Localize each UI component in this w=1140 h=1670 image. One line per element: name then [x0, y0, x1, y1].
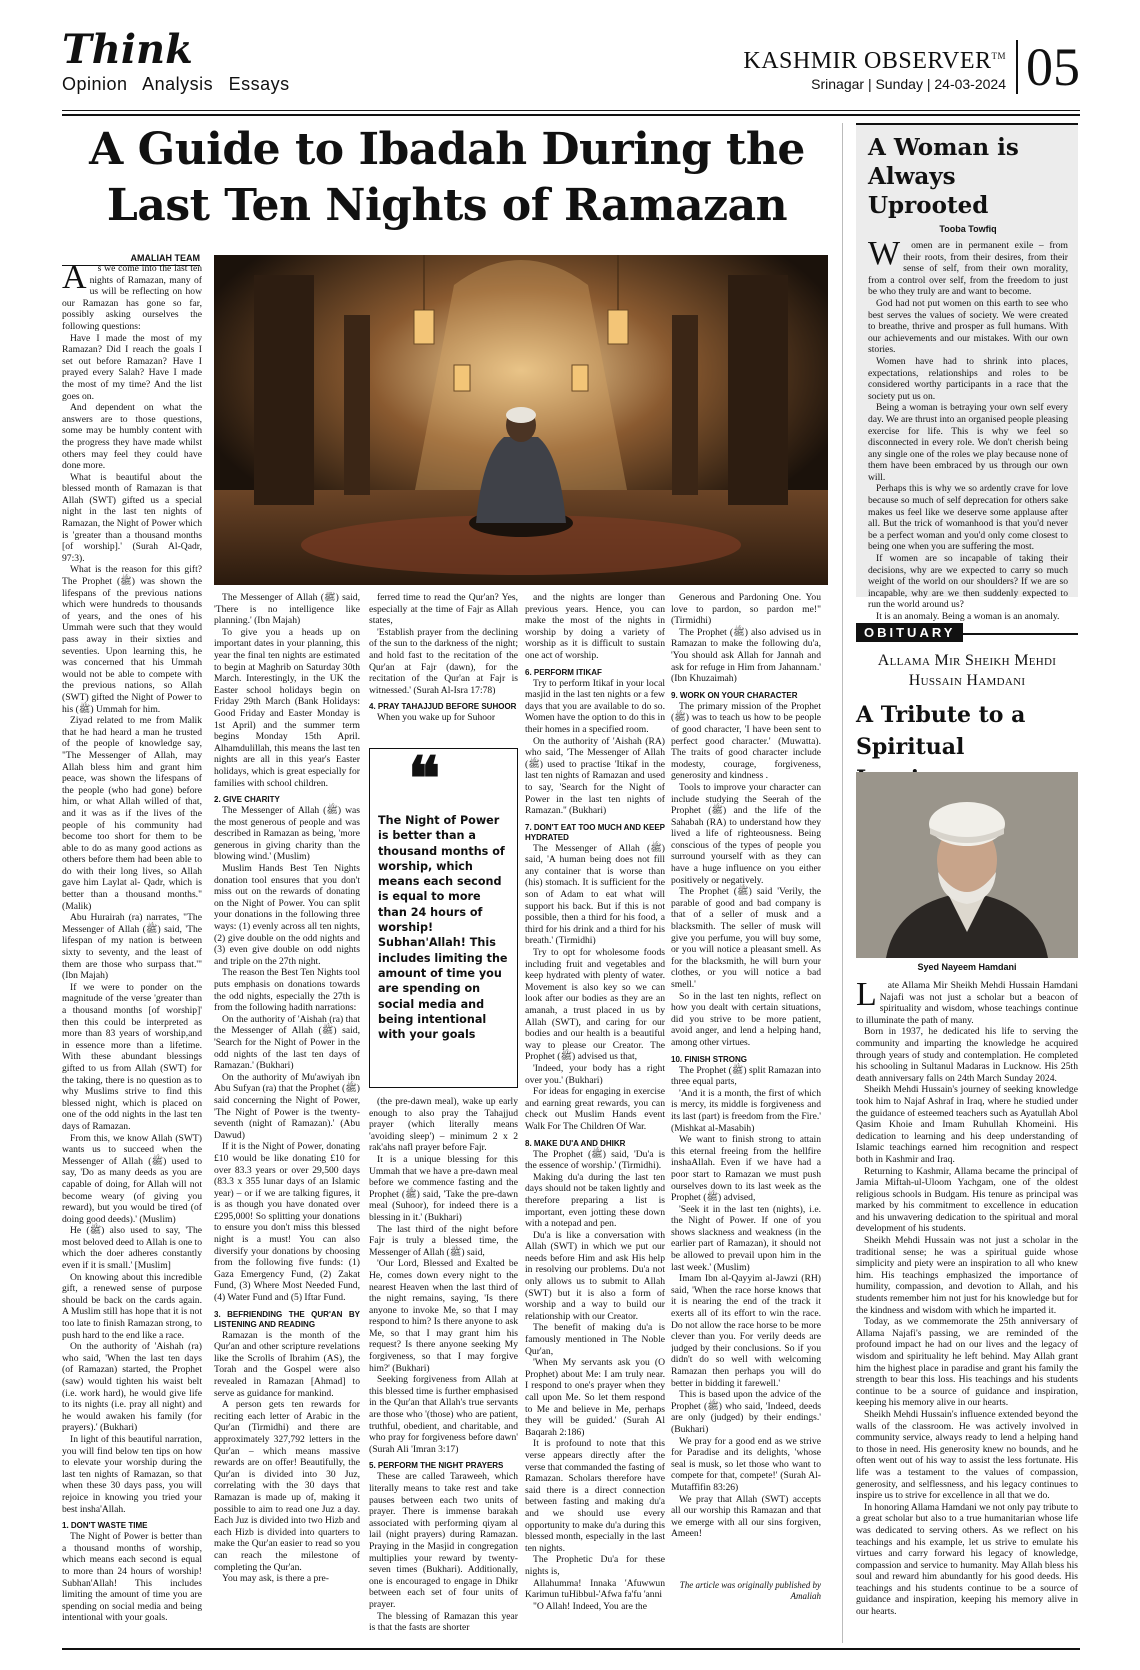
- subsection-opinion: Opinion: [62, 74, 128, 94]
- article-column-4: and the nights are longer than previous years. Hence, you can make the most of the nights in worship by doing a variety of worship as it is difficult to sustain one act of worship. 6. PERFORM ITIKAF Try to perform Itikaf in your local masjid in the last ten nights or a few days that you are available to do so. Women have the option to do this in their homes in a specified room. On the authority of 'Aishah (RA) who said, 'The Messenger of Allah (ﷺ) used to practise 'Itikaf in the last ten nights of Ramazan and used to say, 'Search for the Night of Power in the last ten nights of Ramazan.'' (Bukhari) 7. DON'T EAT TOO MUCH AND KEEP HYDRATED The Messenger of Allah (ﷺ) said, 'A human being does not fill any container that is worse than (his) stomach. It is sufficient for the son of Adam to eat what will support his back. But if this is not possible, then a third for his food, a third for his drink and a third for his breath.' (Tirmidhi) Try to opt for wholesome foods including fruit and vegetables and keep hydrated with plenty of water. Movement is also key so we can look after our bodies as they are an amanah, a trust placed in us by Allah (SWT), and caring for our bodies and our health is a beautiful way to please our Creator. The Prophet (ﷺ) advised us that, 'Indeed, your body has a right over you.' (Bukhari) For ideas for engaging in exercise and earning great rewards, you can check out Muslim Hands event Walk For The Children Of War. 8. MAKE DU'A AND DHIKR The Prophet (ﷺ) said, 'Du'a is the essence of worship.' (Tirmidhi). Making du'a during the last ten days should not be taken lightly and therefore preparing a list is important, even jotting these down with a notepad and pen. Du'a is like a conversation with Allah (SWT) in which we put our needs before Him and ask His help in resolving our problems. Du'a not only allows us to submit to Allah (SWT) but it is also a form of worship and a way to build our relationship with our Creator. The benefit of making du'a is famously mentioned in The Noble Qur'an, 'When My servants ask you (O Prophet) about Me: I am truly near. I respond to one's prayer when they call upon Me. So let them respond to Me and believe in Me, perhaps they will be guided.' (Surah Al Baqarah 2:186) It is profound to note that this verse appears directly after the verse that commanded the fasting of Ramazan. Scholars therefore have said there is a direct connection between fasting and making du'a and we should use every opportunity to make du'a during this blessed month, especially in the last ten nights. The Prophetic Du'a for these nights is, Allahumma! Innaka 'Afuwwun Karimun tuHibbul-'Afwa fa'fu 'anni "O Allah! Indeed, You are the: [525, 592, 665, 1612]
- subhead-6: 6. PERFORM ITIKAF: [525, 667, 602, 677]
- article-credit: The article was originally published by Amaliah: [679, 1580, 821, 1601]
- paper-masthead: [743, 37, 1080, 97]
- subsection-analysis: Analysis: [142, 74, 214, 94]
- obituary-rule: [956, 633, 1078, 635]
- sidebar-author: Tooba Towfiq: [939, 224, 997, 234]
- sidebar-box: [856, 123, 1078, 622]
- article-column-1: A s we come into the last ten nights of Ramazan, many of us will be reflecting on how our Ramazan has gone so far, possibly asking ourselves the following questions: Have I made the most of my Ramazan? Did I reach the goals I set out before Ramazan? Have I prayed every Salah? Have I made the most of my time? And the list goes on. And dependent on what the answers are to those questions, some may be humbly content with the progress they have made whilst others may feel they could have done more. What is beautiful about the blessed month of Ramazan is that Allah (SWT) gifted us a special night in the last ten nights of Ramazan, the Night of Power which is 'greater than a thousand months [of worship].' (Surah Al-Qadr, 97:3). What is the reason for this gift? The Prophet (ﷺ) was shown the lifespans of the previous nations which were hundreds to thousands of years, and the ones of his Ummah were such that they would pass away in their sixties and seventies. Upon learning this, he was concerned that his Ummah would not be able to compete with the previous nations, so Allah (SWT) gifted the Night of Power to his (ﷺ) Ummah for him. Ziyad related to me from Malik that he had heard a man he trusted of the people of knowledge say, "The Messenger of Allah, may Allah bless him and grant him peace, was shown the lifespans of the people (who had gone) before him, or what Allah willed of that, and it was as if the lives of the people of his community had become too short for them to be able to do as many good actions as others before them had been able to do with their long lives, so Allah gave him Laylat al- Qadr, which is better than a thousand months." (Malik) Abu Hurairah (ra) narrates, "The Messenger of Allah (ﷺ) said, 'The lifespan of my nation is between sixty to seventy, and the least of them are those who surpass that.'" (Ibn Majah) If we were to ponder on the magnitude of the verse 'greater than a thousand months [of worship]' then this could be interpreted as more than 83 years of worship,and in essence more than a lifetime. With these abundant blessings gifted to us from Allah (SWT) for the taking, there is no question as to why Muslims strive to find this blessed night, which is placed on one of the odd nights in the last ten days of Ramazan. From this, we know Allah (SWT) wants us to succeed when the Messenger of Allah (ﷺ) used to say, 'Do as many deeds as you are capable of doing, for Allah will not become weary (of giving you reward), but you would be tired (of doing good deeds).' (Muslim) He (ﷺ) also used to say, 'The most beloved deed to Allah is one to which the doer adheres constantly even if it is small.' [Muslim] On knowing about this incredible gift, a renewed sense of purpose should be back on the cards again. A Muslim still has hope that it is not too late to finish Ramazan strong, to push hard to the end like a race. On the authority of 'Aishah (ra) who said, 'When the last ten days (of Ramazan) started, the Prophet (saw) would tighten his waist belt (i.e. work hard), he would give life to its nights (i.e. pray all night) and he would awaken his family (for prayers).' (Bukhari) In light of this beautiful narration, you will find below ten tips on how to elevate your worship during the last ten nights of Ramazan, so that when these 30 days pass, you will rejoice in knowing you tried your best insha'Allah. 1. DON'T WASTE TIME The Night of Power is better than a thousand months of worship, which means each second is equal to more than 24 hours of worship! Subhan'Allah! This includes limiting the amount of time you are spending on social media and being intentional with your goals.: [62, 263, 202, 1624]
- pull-quote-text: The Night of Power is better than a thousand months of worship, which means each second is equal to more than 24 hours of worship! Subhan'Allah! This includes limiting the amount of time you are spending on social media and being intentional with your goals: [378, 814, 508, 1042]
- top-rule: [62, 110, 1080, 111]
- sidebar-title: A Woman is Always Uprooted: [868, 134, 1019, 219]
- obituary-label: OBITUARY: [856, 623, 963, 642]
- obituary-title: A Tribute to a Spiritual: [856, 702, 1026, 760]
- subhead-7: 7. DON'T EAT TOO MUCH AND KEEP HYDRATED: [525, 822, 665, 842]
- sidebar-body: W omen are in permanent exile – from their roots, from their desires, from their sense of self, from their own morality, from a control over self, from the freedom to just be who they truly are and want to become. God had not put women on this earth to see who best serves the values of society. We were created to breathe, thrive and prosper as full humans. With our achievements and our mistakes. With our own stories. Women have had to shrink into places, expectations, relationships and roles to be considered worthy participants in a race that the society put us on. Being a woman is betraying your own self every day. We are thrust into an organised people pleasing exercise for life. This is why we feel so disconnected in every role. We don't cherish being any single one of the roles we play because none of them have been embraced by us through our own will. Perhaps this is why we so ardently crave for love because so much of self deprecation for others sake makes us feel like we deserve some applause after all. But the trick of womanhood is that you'd never be a perfect woman and you'd only come closest to being one when you are suffering the most. If women are so incapable of taking their decisions, why are we expected to carry so much weight of the world on our shoulders? If we are so incapable, why are we then suddenly expected to run the world around us? It is an anomaly. Being a woman is an anomaly.: [868, 235, 1068, 622]
- bottom-rule: [62, 1648, 1080, 1650]
- article-byline: AMALIAH TEAM: [62, 253, 200, 266]
- trademark: TM: [991, 50, 1006, 61]
- dropcap: A: [62, 263, 87, 296]
- pull-quote: [369, 744, 518, 1088]
- subsection-essays: Essays: [228, 74, 290, 94]
- top-rule-thick: [62, 114, 1080, 116]
- article-column-3-bottom: (the pre-dawn meal), wake up early enough to also pray the Tahajjud prayer (which literally means 'avoiding sleep') – minimum 2 x 2 rak'ahs nafl prayer before Fajr. It is a unique blessing for this Ummah that we have a pre-dawn meal before we commence fasting and the Prophet (ﷺ) said, 'Take the pre-dawn meal (Suhoor), for indeed there is a blessing in it.' (Bukhari) The last third of the night before Fajr is truly a blessed time, the Messenger of Allah (ﷺ) said, 'Our Lord, Blessed and Exalted be He, comes down every night to the nearest Heaven when the last third of the night remains, saying, 'Is there anyone to invoke Me, so that I may respond to him? Is there anyone to ask Me, so that I may grant him his request? Is there anyone seeking My forgiveness, so that I may forgive him?' (Bukhari) Seeking forgiveness from Allah at this blessed time is further emphasised in the Qur'an that Allah's true servants are those who '(those) who are patient, truthful, obedient, and charitable, and who pray for forgiveness before dawn' (Surah Ali 'Imran 3:17) 5. PERFORM THE NIGHT PRAYERS These are called Taraweeh, which literally means to take rest and take pauses between each two units of prayer. There is immense barakah associated with performing qiyam al lail (night prayers) during Ramazan. Praying in the Masjid in congregation multiplies your reward by twenty-seven times (Bukhari). Additionally, one is encouraged to engage in Dhikr between each set of four units of prayer. The blessing of Ramazan this year is that the fasts are shorter: [369, 1096, 518, 1634]
- portrait-caption: Syed Nayeem Hamdani: [917, 962, 1017, 972]
- subhead-9: 9. WORK ON YOUR CHARACTER: [671, 690, 798, 700]
- sidebar-dropcap: W: [868, 235, 901, 272]
- paper-name: KASHMIR OBSERVER™: [743, 47, 1006, 74]
- article-headline: A Guide to Ibadah During the Last Ten Nights of Ramazan: [89, 124, 805, 231]
- article-column-5: Generous and Pardoning One. You love to pardon, so pardon me!" (Tirmidhi) The Prophet (ﷺ) also advised us in Ramazan to make the following du'a, 'You should ask Allah for Jannah and ask for refuge in Him from Jahannam.' (Ibn Khuzaimah) 9. WORK ON YOUR CHARACTER The primary mission of the Prophet (ﷺ) was to teach us how to be people of good character, 'I have been sent to perfect good character.' (Muwatta). The traits of good character include modesty, courage, forgiveness, generosity and kindness . Tools to improve your character can include studying the Seerah of the Prophet (ﷺ) and the life of the Sahabah (RA) to understand how they lived a life of righteousness. Being conscious of the types of people you surround yourself with as they can have a huge influence on you either positively or negatively. The Prophet (ﷺ) said 'Verily, the parable of good and bad company is that of a seller of musk and a blacksmith. The seller of musk will give you perfume, you will buy some, or you will notice a pleasant smell. As for the blacksmith, he will burn your clothes, or you will notice a bad smell.' So in the last ten nights, reflect on how you dealt with certain situations, did you strive to be more patient, avoid anger, and lend a helping hand, among other virtues. 10. FINISH STRONG The Prophet (ﷺ) split Ramazan into three equal parts, 'And it is a month, the first of which is mercy, its middle is forgiveness and its last (part) is freedom from the Fire.' (Mishkat al-Masabih) We want to finish strong to attain this eternal freeing from the hellfire inshaAllah. Even if we have had a poor start to Ramazan we must push ourselves down to its last week as the Prophet (ﷺ) advised, 'Seek it in the last ten (nights), i.e. the Night of Power. If one of you shows slackness and weakness (in the earlier part of Ramazan), it should not be allowed to prevail upon him in the last week.' (Muslim) Imam Ibn al-Qayyim al-Jawzi (RH) said, 'When the race horse knows that it is nearing the end of the track it exerts all of its effort to win the race. Do not allow the race horse to be more clever than you. For verily deeds are judged by their conclusions. So if you didn't do so well with welcoming Ramazan then perhaps you will do better in bidding it farewell.' This is based upon the advice of the Prophet (ﷺ) who said, 'Indeed, deeds are only (judged) by their endings.' (Bukhari) We pray for a good end as we strive for Paradise and its delights, 'whose seal is musk, so let those who want to compete for that, compete!' (Surah Al-Mutaffifin 83:26) We pray that Allah (SWT) accepts all our worship this Ramazan and that we emerge with all our sins forgiven, Ameen!: [671, 592, 821, 1540]
- column-divider: [842, 123, 843, 1643]
- page-number: 05: [1016, 40, 1080, 94]
- subhead-2: 2. GIVE CHARITY: [214, 795, 280, 805]
- obituary-header: [856, 622, 1078, 795]
- obituary-body: L ate Allama Mir Sheikh Mehdi Hussain Hamdani Najafi was not just a scholar but a beacon of spirituality and wisdom, whose teachings continue to illuminate the path of many. Born in 1937, he dedicated his life to serving the community and imparting the knowledge he acquired through years of study and contemplation. He completed his schooling in Sultanul Madaras in Lucknow. His 25th death anniversary falls on 24th March Sunday 2024. Sheikh Mehdi Hussain's journey of seeking knowledge took him to Najaf Ashraf in Iraq, where he studied under the guidance of esteemed teachers such as Ayatullah Abol Qasim Khoie and Imam Ruhullah Khomeini. His dedication to learning and his deep understanding of Islamic teachings earned him recognition and respect both in Kashmir and Iraq. Returning to Kashmir, Allama became the principal of Jamia Miftah-ul-Uloom Yachgam, one of the oldest religious schools in Budgam. His tenure as principal was marked by his commitment to excellence in education and his unwavering dedication to the spiritual and moral development of his students. Sheikh Mehdi Hussain was not just a scholar in the traditional sense; he was a spiritual guide whose simplicity and piety were an inspiration to all who knew him. His teachings emphasized the importance of humility, compassion, and devotion to Allah, and his students remember him not just for his knowledge but for the kindness and wisdom with which he imparted it. Today, as we commemorate the 25th anniversary of Allama Najafi's passing, we are reminded of the profound impact he had on our lives and the legacy of wisdom and spirituality he left behind. May Allah grant him the highest place in paradise and grant his family the strength to bear this loss. His teachings and his students continue to be a source of guidance and inspiration, keeping his memory alive in our hearts. Sheikh Mehdi Hussain's influence extended beyond the walls of the classroom. He was actively involved in community service, always ready to lend a helping hand to those in need. His generosity knew no bounds, and he often went out of his way to assist the less fortunate. His life was a testament to the values of compassion, generosity, and selflessness, and his legacy continues to inspire us to strive for excellence in all that we do. In honoring Allama Hamdani we not only pay tribute to a great scholar but also to a true humanitarian whose life was dedicated to serving others. As we reflect on his teachings and his example, let us strive to emulate his virtues and carry forward his legacy of knowledge, compassion and service to humanity. May Allah bless his soul and reward him abundantly for his good deeds. His teachings and his students continue to be a source of guidance and inspiration, keeping his memory alive in our hearts.: [856, 980, 1078, 1618]
- article-column-2: The Messenger of Allah (ﷺ) said, 'There is no intelligence like planning.' (Ibn Majah) To give you a heads up on important dates in your planning, this year the final ten nights are estimated to begin at Maghrib on Saturday 30th March. Interestingly, in the UK the Easter school holidays begin on Friday 29th March (Bank Holidays: Good Friday and Easter Monday is 1st April) and the summer term begins Monday 15th April. Alhamdulillah, this means the last ten nights are all in this year's Easter holidays, which is great especially for families with school children. 2. GIVE CHARITY The Messenger of Allah (ﷺ) was the most generous of people and was described in Ramazan as being, 'more generous in giving charity than the blowing wind.' (Muslim) Muslim Hands Best Ten Nights donation tool ensures that you don't miss out on the rewards of donating on the Night of Power. You can split your donations in the following three ways: (1) evenly across all ten nights, (2) give double on the odd nights and (3) even give double on odd nights and triple on the 27th night. The reason the Best Ten Nights tool puts emphasis on donations towards the odd nights, especially the 27th is from the following hadith narrations: On the authority of 'Aishah (ra) that the Messenger of Allah (ﷺ) said, 'Search for the Night of Power in the odd nights of the last ten days of Ramazan.' (Bukhari) On the authority of Mu'awiyah ibn Abu Sufyan (ra) that the Prophet (ﷺ) said concerning the Night of Power, 'The Night of Power is the twenty-seventh (night of Ramazan).' (Abu Dawud) If it is the Night of Power, donating £10 would be like donating £10 for over 83.3 years or over 29,500 days (83.3 x 355 lunar days of an Islamic year) – or if we are talking figures, it is as though you have donated over £295,000! So splitting your donations to ensure you don't miss this blessed night is a must! You can also diversify your donations by choosing from the following five funds: (1) Gaza Emergency Fund, (2) Zakat Fund, (3) Where Most Needed Fund, (4) Water Fund and (5) Iftar Fund. 3. BEFRIENDING THE QUR'AN BY LISTENING AND READING Ramazan is the month of the Qur'an and other scripture revelations like the Scrolls of Ibrahim (AS), the Torah and the Gospel were also revealed in Ramazan [Ahmad] to serve as guidance for mankind. A person gets ten rewards for reciting each letter of Arabic in the Qur'an (Tirmidhi) and there are approximately 327,792 letters in the Qur'an – which means massive rewards are on offer! Beautifully, the Qur'an is divided into 30 Juz, correlating with the 30 days that Ramazan is made up of, making it possible to aim to read one Juz a day. Each Juz is divided into two Hizb and each Hizb is divided into quarters to make the Qur'an easier to read so you can reach the milestone of completing the Qur'an. You may ask, is there a pre-: [214, 592, 360, 1585]
- section-title: Think: [62, 26, 193, 73]
- subhead-1: 1. DON'T WASTE TIME: [62, 1521, 148, 1531]
- subhead-5: 5. PERFORM THE NIGHT PRAYERS: [369, 1461, 504, 1471]
- subhead-10: 10. FINISH STRONG: [671, 1054, 748, 1064]
- subhead-4: 4. PRAY TAHAJJUD BEFORE SUHOOR: [369, 702, 517, 712]
- subhead-3: 3. BEFRIENDING THE QUR'AN BY LISTENING AND READING: [214, 1309, 360, 1329]
- obituary-portrait: [856, 772, 1078, 958]
- obituary-name: Allama Mir Sheikh Mehdi Hussain Hamdani: [877, 652, 1057, 689]
- section-header: [62, 28, 300, 95]
- subsection-list: [62, 74, 300, 95]
- obituary-dropcap: L: [856, 980, 877, 1013]
- article-photo: [214, 255, 828, 585]
- quote-marks-icon: ❝: [408, 744, 441, 814]
- subhead-8: 8. MAKE DU'A AND DHIKR: [525, 1138, 626, 1148]
- issue-meta: Srinagar | Sunday | 24-03-2024: [811, 75, 1006, 92]
- sidebar-essay: [856, 123, 1078, 622]
- article-column-3-top: ferred time to read the Qur'an? Yes, especially at the time of Fajr as Allah states, 'Establish prayer from the declining of the sun to the darkness of the night; and hold fast to the recitation of the Qur'an at Fajr (dawn), for the recitation of the Qur'an at Fajr is witnessed.' (Surah Al-Isra 17:78) 4. PRAY TAHAJJUD BEFORE SUHOOR When you wake up for Suhoor: [369, 592, 518, 724]
